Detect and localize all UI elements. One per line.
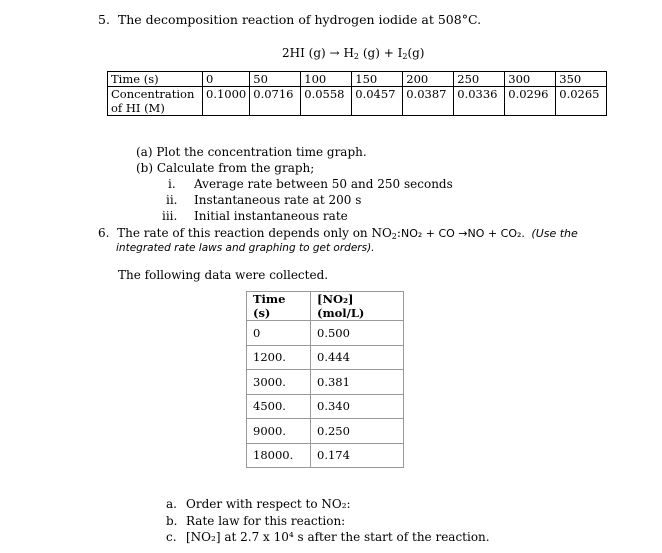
q5-prompt: The decomposition reaction of hydrogen iodide at 508°C. xyxy=(117,12,482,27)
eq-product1-state: (g) xyxy=(362,46,380,60)
eq-product2-sub: 2 xyxy=(402,52,408,61)
sub-num: ii. xyxy=(166,193,178,207)
q6-prompt-colon: : xyxy=(396,226,401,240)
conc-label-line1: Concentration xyxy=(111,87,195,101)
sub-text: Initial instantaneous rate xyxy=(194,209,348,223)
eq-reactant-state: (g) xyxy=(308,46,326,60)
table-row xyxy=(247,345,404,370)
q6-hint-line1: (Use the xyxy=(531,227,578,240)
question-letter: a. xyxy=(166,497,177,511)
conc-label-line2: of HI (M) xyxy=(111,101,165,115)
table-row xyxy=(247,419,404,444)
eq-product2: I xyxy=(397,46,403,60)
time-cell: 300 xyxy=(505,72,556,87)
q6-reaction-text: NO₂ + CO →NO + CO₂. xyxy=(401,227,525,240)
q5-part-a: (a) Plot the concentration time graph. xyxy=(136,145,367,159)
q5-sub-ii xyxy=(166,193,361,207)
time-cell: 250 xyxy=(454,72,505,87)
q6-heading xyxy=(98,226,401,241)
time-cell: 200 xyxy=(403,72,454,87)
no2-cell: 0.174 xyxy=(311,443,404,468)
eq-arrow: → xyxy=(329,46,340,60)
concentration-cell: 0.0716 xyxy=(250,87,301,116)
no2-cell: 0.340 xyxy=(311,394,404,419)
eq-plus: + xyxy=(383,46,394,60)
no2-cell: 0.250 xyxy=(311,419,404,444)
q5-part-b: (b) Calculate from the graph; xyxy=(136,161,315,175)
no2-cell: 0.381 xyxy=(311,370,404,395)
time-cell: 0 xyxy=(247,321,311,346)
table-header-row xyxy=(247,292,404,321)
sub-text: Average rate between 50 and 250 seconds xyxy=(194,177,453,191)
eq-product1: H xyxy=(343,46,354,60)
concentration-cell: 0.0387 xyxy=(403,87,454,116)
table-row xyxy=(108,87,607,116)
q5-sub-iii xyxy=(162,209,348,223)
time-cell: 1200. xyxy=(247,345,311,370)
no2-cell: 0.500 xyxy=(311,321,404,346)
q5-heading xyxy=(98,12,481,27)
eq-reactant: 2HI xyxy=(282,46,305,60)
q6-collected: The following data were collected. xyxy=(118,268,329,282)
time-cell: 18000. xyxy=(247,443,311,468)
concentration-cell: 0.0296 xyxy=(505,87,556,116)
time-cell: 9000. xyxy=(247,419,311,444)
table-row xyxy=(247,443,404,468)
concentration-cell: 0.0336 xyxy=(454,87,505,116)
eq-product2-state: (g) xyxy=(407,46,425,60)
sub-num: iii. xyxy=(162,209,178,223)
q6-hint-line2: integrated rate laws and graphing to get orders). xyxy=(116,242,375,254)
q6-prompt: The rate of this reaction depends only on NO xyxy=(117,226,392,240)
concentration-cell: 0.0558 xyxy=(301,87,352,116)
sub-num: i. xyxy=(168,177,176,191)
table-row xyxy=(247,370,404,395)
time-cell: 0 xyxy=(203,72,250,87)
table-row xyxy=(108,72,607,87)
q5-sub-i xyxy=(168,177,453,191)
header-time: Time (s) xyxy=(247,292,311,321)
q6-prompt-sub: 2 xyxy=(391,232,397,241)
sub-text: Instantaneous rate at 200 s xyxy=(194,193,362,207)
time-cell: 150 xyxy=(352,72,403,87)
time-label-cell: Time (s) xyxy=(108,72,203,87)
table-row xyxy=(247,321,404,346)
time-cell: 100 xyxy=(301,72,352,87)
question-text: [NO₂] at 2.7 x 10⁴ s after the start of the reaction. xyxy=(186,530,490,544)
header-no2: [NO₂] (mol/L) xyxy=(311,292,404,321)
no2-data-table xyxy=(246,291,404,468)
q5-number: 5. xyxy=(98,12,110,27)
q6-reaction xyxy=(401,227,578,240)
time-cell: 50 xyxy=(250,72,301,87)
hi-concentration-table xyxy=(107,71,607,116)
time-cell: 4500. xyxy=(247,394,311,419)
concentration-cell: 0.0457 xyxy=(352,87,403,116)
time-cell: 350 xyxy=(556,72,607,87)
q6-question-b xyxy=(166,514,345,528)
question-letter: c. xyxy=(166,530,177,544)
eq-product1-sub: 2 xyxy=(353,52,359,61)
question-text: Order with respect to NO₂: xyxy=(186,497,351,511)
q6-question-a xyxy=(166,497,351,511)
question-text: Rate law for this reaction: xyxy=(186,514,346,528)
hi-decomposition-equation xyxy=(282,46,424,61)
q6-question-c xyxy=(166,530,490,544)
time-cell: 3000. xyxy=(247,370,311,395)
concentration-cell: 0.0265 xyxy=(556,87,607,116)
question-letter: b. xyxy=(166,514,178,528)
no2-cell: 0.444 xyxy=(311,345,404,370)
concentration-label-cell xyxy=(108,87,203,116)
concentration-cell: 0.1000 xyxy=(203,87,250,116)
table-row xyxy=(247,394,404,419)
q6-number: 6. xyxy=(98,226,110,240)
